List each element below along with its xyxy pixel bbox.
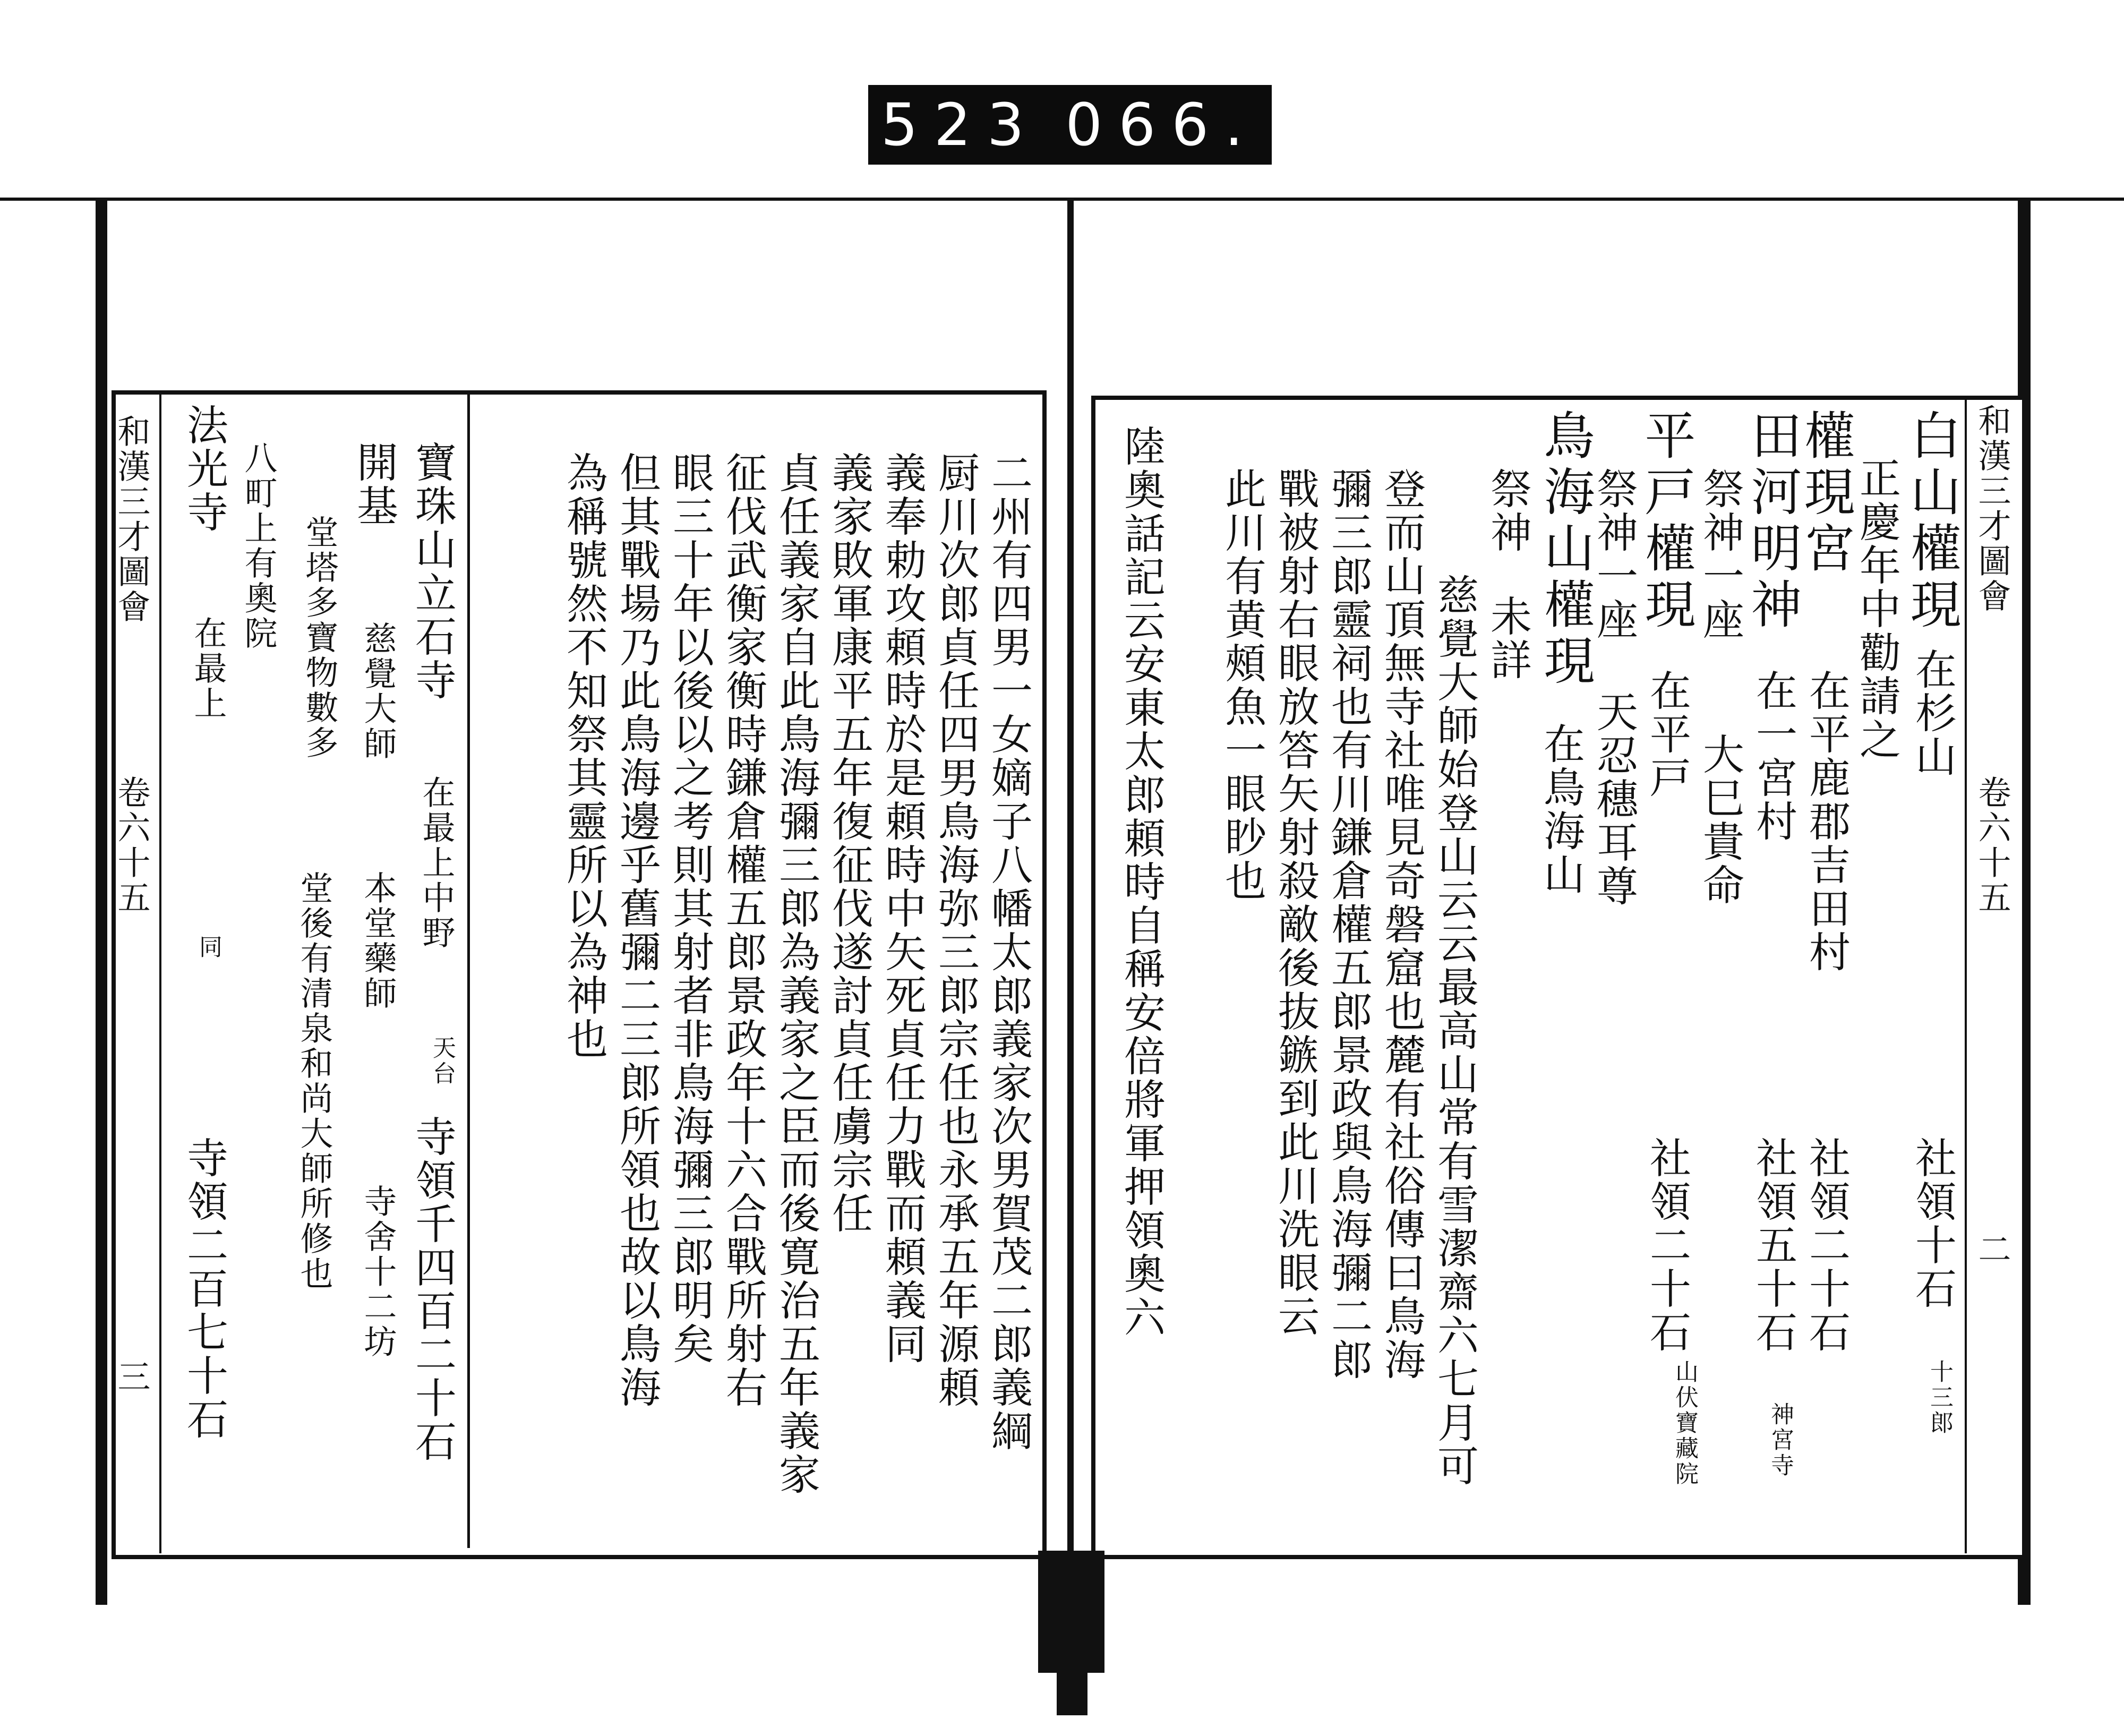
body-column: 彌三郎靈祠也有川鎌倉權五郎景政與鳥海彌二郎 xyxy=(1324,467,1372,1382)
scan-label-left: 523 xyxy=(880,91,1040,159)
right-margin-header: 和漢三才圖會 xyxy=(1973,404,2011,614)
shrine-deity-label: 祭神 xyxy=(1484,467,1531,554)
left-margin-rule xyxy=(159,390,161,1553)
left-margin-volume: 卷六十五 xyxy=(112,775,151,916)
left-section-divider xyxy=(467,393,470,1548)
shrine-history: 正慶年中勸請之 xyxy=(1853,457,1900,762)
shrine-location: 在杉山 xyxy=(1908,648,1956,779)
shrine-name: 權現宮 xyxy=(1796,409,1855,578)
temple-sect: 同 xyxy=(195,935,222,960)
center-spine-line xyxy=(1067,198,1074,1674)
shrine-location: 在鳥海山 xyxy=(1537,722,1585,896)
temple-spring: 堂後有清泉和尚大師所修也 xyxy=(295,871,333,1292)
left-margin-page: 三 xyxy=(112,1359,151,1395)
temple-name: 法光寺 xyxy=(180,404,228,534)
shrine-note: 十三郎 xyxy=(1926,1359,1953,1436)
body-column: 登而山頂無寺社唯見奇磐窟也麓有社俗傳曰鳥海 xyxy=(1377,467,1425,1382)
temple-stipend: 寺領二百七十石 xyxy=(180,1136,228,1441)
left-margin-header: 和漢三才圖會 xyxy=(112,414,151,625)
spine-block xyxy=(1038,1551,1104,1673)
shrine-name: 鳥海山權現 xyxy=(1536,409,1595,690)
shrine-deity: 天忍穗耳尊 xyxy=(1590,690,1638,908)
temple-inner-hall: 八町上有奧院 xyxy=(239,441,278,651)
scan-label xyxy=(868,85,1272,165)
body-column: 為稱號然不知祭其靈所以為神也 xyxy=(560,451,607,1061)
shrine-name: 平戸權現 xyxy=(1637,409,1696,634)
temple-name: 寶珠山立石寺 xyxy=(408,441,456,702)
shrine-deity-label: 祭神一座 xyxy=(1590,467,1638,642)
shrine-deity: 大巳貴命 xyxy=(1696,733,1744,907)
temple-treasures: 堂塔多寶物數多 xyxy=(300,515,339,760)
shrine-note: 神宮寺 xyxy=(1767,1402,1794,1478)
left-outer-edge xyxy=(96,198,107,1605)
body-column: 厨川次郎貞任四男鳥海弥三郎宗任也永承五年源頼 xyxy=(931,451,979,1409)
shrine-stipend: 社領二十石 xyxy=(1802,1136,1850,1354)
body-column: 眼三十年以後以之考則其射者非鳥海彌三郎明矣 xyxy=(666,451,714,1366)
shrine-name: 白山權現 xyxy=(1902,409,1962,634)
body-column: 二州有四男一女嫡子八幡太郎義家次男賀茂二郎義綱 xyxy=(984,451,1032,1453)
shrine-location: 在平戸 xyxy=(1643,669,1691,800)
temple-main-hall: 本堂藥師 xyxy=(358,871,397,1011)
temple-location: 在最上 xyxy=(189,616,227,721)
spine-tab xyxy=(1057,1673,1087,1715)
body-column: 義家敗軍康平五年復征伐遂討貞任虜宗任 xyxy=(825,451,873,1235)
temple-location: 在最上中野 xyxy=(417,775,456,951)
shrine-stipend: 社領十石 xyxy=(1908,1136,1956,1311)
shrine-name: 田河明神 xyxy=(1743,409,1802,634)
body-column: 此川有黄頰魚一眼眇也 xyxy=(1218,467,1266,903)
shrine-deity: 未詳 xyxy=(1484,595,1531,682)
right-margin-volume: 卷六十五 xyxy=(1973,775,2011,916)
shrine-stipend: 社領五十石 xyxy=(1749,1136,1797,1354)
temple-stipend: 寺領千四百二十石 xyxy=(408,1115,456,1464)
right-margin-page: 二 xyxy=(1973,1232,2011,1267)
book-top-edge xyxy=(0,198,2124,201)
scan-label-right: 066. xyxy=(1065,91,1260,159)
temple-founder: 慈覺大師 xyxy=(358,621,397,762)
shrine-location: 在一宮村 xyxy=(1749,669,1797,843)
body-column: 戰被射右眼放答矢射殺敵後抜鏃到此川洗眼云 xyxy=(1271,467,1319,1338)
temple-houses: 寺舍十二坊 xyxy=(358,1184,397,1359)
body-column: 陸奧話記云安東太郎頼時自稱安倍將軍押領奧六 xyxy=(1117,425,1165,1339)
shrine-note: 山伏寶藏院 xyxy=(1671,1359,1698,1487)
temple-sect: 天台 xyxy=(429,1036,456,1087)
body-column: 征伐武衡家衡時鎌倉權五郎景政年十六合戰所射右 xyxy=(719,451,767,1409)
body-column: 但其戰場乃此鳥海邊乎舊彌二三郎所領也故以鳥海 xyxy=(613,451,661,1409)
shrine-location: 在平鹿郡吉田村 xyxy=(1802,669,1850,974)
body-column: 慈覺大師始登山云云最高山常有雪潔齋六七月可 xyxy=(1431,574,1478,1488)
body-column: 貞任義家自此鳥海彌三郎為義家之臣而後寛治五年義家 xyxy=(772,451,820,1496)
temple-founder-label: 開基 xyxy=(350,441,398,528)
right-margin-rule xyxy=(1965,396,1967,1553)
shrine-deity-label: 祭神一座 xyxy=(1696,467,1744,642)
body-column: 義奉勅攻頼時於是頼時中矢死貞任力戰而頼義同 xyxy=(878,451,926,1366)
shrine-stipend: 社領二十石 xyxy=(1643,1136,1691,1354)
